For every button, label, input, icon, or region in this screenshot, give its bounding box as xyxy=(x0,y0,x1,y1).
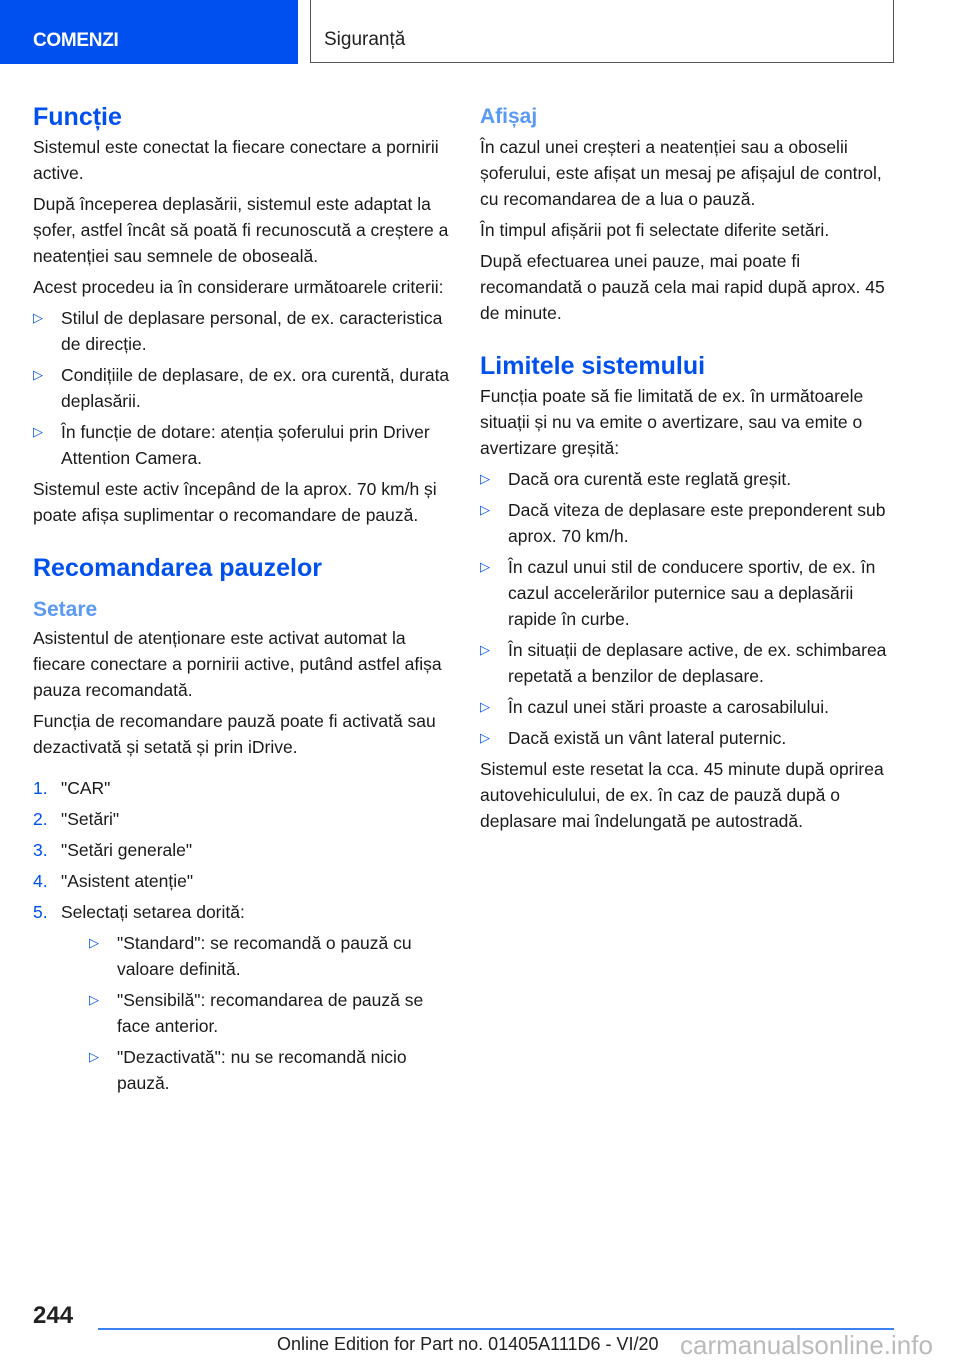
heading-recomandarea: Recomandarea pauzelor xyxy=(33,554,322,582)
list-item: ▷ "Dezactivată": nu se recomandă nicio pauză. xyxy=(89,1044,453,1096)
section-tab-label: COMENZI xyxy=(33,30,119,51)
step-item: 4. "Asistent atenție" xyxy=(33,871,194,891)
paragraph: Acest procedeu ia în considerare următoarele criterii: xyxy=(33,277,444,297)
paragraph: În cazul unei creșteri a neatenției sau a oboselii șoferului, este afișat un mesaj pe afișajul de control, cu recomandarea de a lua o pauză. xyxy=(480,137,882,209)
right-column xyxy=(480,100,900,839)
triangle-bullet-icon: ▷ xyxy=(480,699,490,714)
triangle-bullet-icon: ▷ xyxy=(480,642,490,657)
paragraph: În timpul afișării pot fi selectate diferite setări. xyxy=(480,220,830,240)
step-item: 2. "Setări" xyxy=(33,809,120,829)
triangle-bullet-icon: ▷ xyxy=(33,310,43,325)
paragraph: Sistemul este conectat la fiecare conectare a pornirii active. xyxy=(33,137,439,183)
paragraph: Sistemul este activ începând de la aprox. 70 km/h și poate afișa suplimentar o recomandare de pauză. xyxy=(33,479,437,525)
paragraph: Asistentul de atenționare este activat automat la fiecare conectare a pornirii active, putând astfel afișa pauza recomandată. xyxy=(33,628,442,700)
list-item: ▷ În situații de deplasare active, de ex. schimbarea repetată a benzilor de deplasare. xyxy=(480,637,900,689)
list-item: ▷ Dacă viteza de deplasare este preponderent sub aprox. 70 km/h. xyxy=(480,497,900,549)
paragraph: Funcția de recomandare pauză poate fi activată sau dezactivată și setată și prin iDrive. xyxy=(33,711,436,757)
watermark: carmanualsonline.info xyxy=(680,1330,933,1360)
left-column xyxy=(33,100,453,1101)
paragraph: După efectuarea unei pauze, mai poate fi recomandată o pauză cela mai rapid după aprox. 45 de minute. xyxy=(480,251,885,323)
chapter-header xyxy=(310,0,894,63)
triangle-bullet-icon: ▷ xyxy=(480,730,490,745)
list-item: ▷ Stilul de deplasare personal, de ex. caracteristica de direcție. xyxy=(33,305,453,357)
list-item: ▷ În cazul unei stări proaste a carosabilului. xyxy=(480,694,900,720)
criteria-list xyxy=(33,305,453,471)
page-number: 244 xyxy=(33,1302,74,1329)
section-tab xyxy=(0,0,298,64)
triangle-bullet-icon: ▷ xyxy=(480,502,490,517)
options-list xyxy=(89,930,453,1096)
triangle-bullet-icon: ▷ xyxy=(33,424,43,439)
triangle-bullet-icon: ▷ xyxy=(89,935,99,950)
paragraph: Sistemul este resetat la cca. 45 minute după oprirea autovehiculului, de ex. în caz de pauză după o deplasare mai îndelungată pe autostradă. xyxy=(480,759,884,831)
step-item: 3. "Setări generale" xyxy=(33,840,193,860)
triangle-bullet-icon: ▷ xyxy=(89,992,99,1007)
steps-list xyxy=(33,775,453,1096)
list-item: ▷ Condițiile de deplasare, de ex. ora curentă, durata deplasării. xyxy=(33,362,453,414)
list-item: ▷ Dacă ora curentă este reglată greșit. xyxy=(480,466,900,492)
triangle-bullet-icon: ▷ xyxy=(480,471,490,486)
paragraph: Funcția poate să fie limitată de ex. în următoarele situații și nu va emite o avertizare, sau va emite o avertizare greșită: xyxy=(480,386,864,458)
list-item: ▷ În funcție de dotare: atenția șoferului prin Driver Attention Camera. xyxy=(33,419,453,471)
heading-setare: Setare xyxy=(33,598,98,621)
step-item: 5. Selectați setarea dorită: ▷ "Standard": se recomandă o pauză cu valoare definită. ▷ "Sensibilă": recomandarea de pauză se face anterior. ▷ "Dezactivată": nu se recomandă nicio pauză. xyxy=(33,899,453,1096)
heading-functie: Funcție xyxy=(33,103,122,131)
limitations-list xyxy=(480,466,900,751)
list-item: ▷ În cazul unui stil de conducere sportiv, de ex. în cazul accelerărilor puternice sau a deplasării rapide în curbe. xyxy=(480,554,900,632)
list-item: ▷ "Sensibilă": recomandarea de pauză se face anterior. xyxy=(89,987,453,1039)
triangle-bullet-icon: ▷ xyxy=(33,367,43,382)
triangle-bullet-icon: ▷ xyxy=(89,1049,99,1064)
paragraph: După începerea deplasării, sistemul este adaptat la șofer, astfel încât să poată fi recunoscută a creștere a neatenției sau semnele de oboseală. xyxy=(33,194,449,266)
heading-limitele: Limitele sistemului xyxy=(480,352,706,380)
edition-text: Online Edition for Part no. 01405A111D6 - VI/20 xyxy=(277,1334,659,1354)
list-item: ▷ Dacă există un vânt lateral puternic. xyxy=(480,725,900,751)
triangle-bullet-icon: ▷ xyxy=(480,559,490,574)
chapter-title: Siguranță xyxy=(324,29,406,50)
heading-afisaj: Afișaj xyxy=(480,105,538,128)
list-item: ▷ "Standard": se recomandă o pauză cu valoare definită. xyxy=(89,930,453,982)
step-item: 1. "CAR" xyxy=(33,778,111,798)
